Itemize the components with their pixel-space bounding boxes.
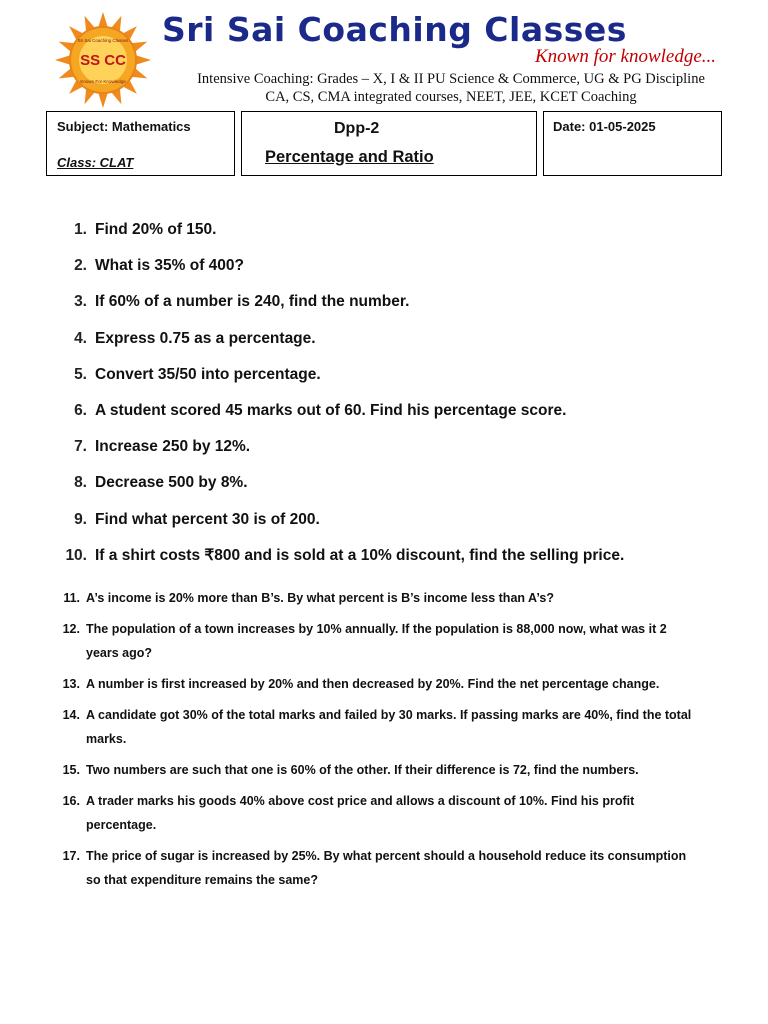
question-text: A’s income is 20% more than B’s. By what percent is B’s income less than A’s? <box>86 591 554 605</box>
question-number: 2. <box>74 257 87 275</box>
logo-top-text: Sri Sai Coaching Classes <box>77 38 129 43</box>
institute-title: Sri Sai Coaching Classes <box>162 10 627 49</box>
question-text: Two numbers are such that one is 60% of the other. If their difference is 72, find the numbers. <box>86 763 639 777</box>
question-item <box>60 363 748 387</box>
institute-tagline: Known for knowledge... <box>535 46 717 67</box>
question-item <box>60 844 748 892</box>
logo-bottom-text: Known For Knowledge <box>80 79 126 84</box>
question-text: The population of a town increases by 10% annually. If the population is 88,000 now, what was it 2 years ago? <box>86 622 667 660</box>
question-text: Find 20% of 150. <box>95 221 217 238</box>
question-text: What is 35% of 400? <box>95 257 245 275</box>
question-text: If a shirt costs ₹800 and is sold at a 10% discount, find the selling price. <box>95 547 625 565</box>
question-number: 14. <box>62 708 80 722</box>
question-text: The price of sugar is increased by 25%. By what percent should a household reduce its consumption so that expenditure remains the same? <box>86 849 687 887</box>
question-text: If 60% of a number is 240, find the number. <box>95 293 410 311</box>
question-number: 1. <box>74 221 87 238</box>
question-number: 13. <box>62 677 80 691</box>
logo-sun-ray <box>55 55 71 65</box>
question-item <box>60 290 748 314</box>
subject-label: Subject: Mathematics <box>57 119 191 134</box>
class-label: Class: CLAT <box>57 155 134 170</box>
question-number: 8. <box>74 474 87 492</box>
question-text: Decrease 500 by 8%. <box>95 474 248 492</box>
question-text: A number is first increased by 20% and then decreased by 20%. Find the net percentage change. <box>86 677 660 691</box>
logo-sun-ray <box>98 12 108 28</box>
question-text: A student scored 45 marks out of 60. Find his percentage score. <box>95 401 567 419</box>
question-text: Express 0.75 as a percentage. <box>95 329 316 347</box>
logo-monogram: SS CC <box>80 52 126 69</box>
question-item <box>60 435 748 459</box>
question-item <box>60 617 748 665</box>
question-item <box>60 218 748 242</box>
question-item <box>60 586 748 610</box>
logo-sun-ray <box>135 55 151 65</box>
question-item <box>60 758 748 782</box>
question-text: Convert 35/50 into percentage. <box>95 365 321 383</box>
question-list-advanced <box>60 586 748 899</box>
date-label: Date: 01-05-2025 <box>553 119 656 134</box>
question-item <box>60 789 748 837</box>
question-item <box>60 399 748 423</box>
question-number: 17. <box>62 849 80 863</box>
topic-label: Percentage and Ratio <box>265 148 434 166</box>
question-item <box>60 471 748 495</box>
question-number: 7. <box>74 438 87 456</box>
courses-line-1: Intensive Coaching: Grades – X, I & II PU Science & Commerce, UG & PG Discipline <box>197 71 705 87</box>
dpp-label: Dpp-2 <box>334 120 380 137</box>
question-item <box>60 254 748 278</box>
question-number: 16. <box>62 794 80 808</box>
question-number: 4. <box>74 329 87 347</box>
question-text: A trader marks his goods 40% above cost price and allows a discount of 10%. Find his profit percentage. <box>86 794 635 832</box>
question-text: Increase 250 by 12%. <box>95 438 251 456</box>
courses-line-2: CA, CS, CMA integrated courses, NEET, JEE, KCET Coaching <box>265 89 637 105</box>
question-text: Find what percent 30 is of 200. <box>95 510 320 528</box>
question-number: 9. <box>74 510 87 528</box>
question-number: 5. <box>74 365 87 383</box>
question-item <box>60 672 748 696</box>
question-item <box>60 508 748 532</box>
sscc-logo <box>48 10 158 110</box>
title-box <box>241 111 537 176</box>
date-box <box>543 111 722 176</box>
logo-sun-ray <box>98 92 108 108</box>
question-number: 11. <box>63 591 80 605</box>
question-number: 6. <box>74 401 87 419</box>
question-list-basic <box>60 218 748 580</box>
question-number: 15. <box>62 763 80 777</box>
question-item <box>60 703 748 751</box>
question-item <box>60 327 748 351</box>
question-number: 12. <box>62 622 80 636</box>
question-number: 3. <box>74 293 87 311</box>
question-item <box>60 544 748 568</box>
subject-box <box>46 111 235 176</box>
question-number: 10. <box>65 546 87 564</box>
question-text: A candidate got 30% of the total marks and failed by 30 marks. If passing marks are 40%, find the total marks. <box>86 708 692 746</box>
